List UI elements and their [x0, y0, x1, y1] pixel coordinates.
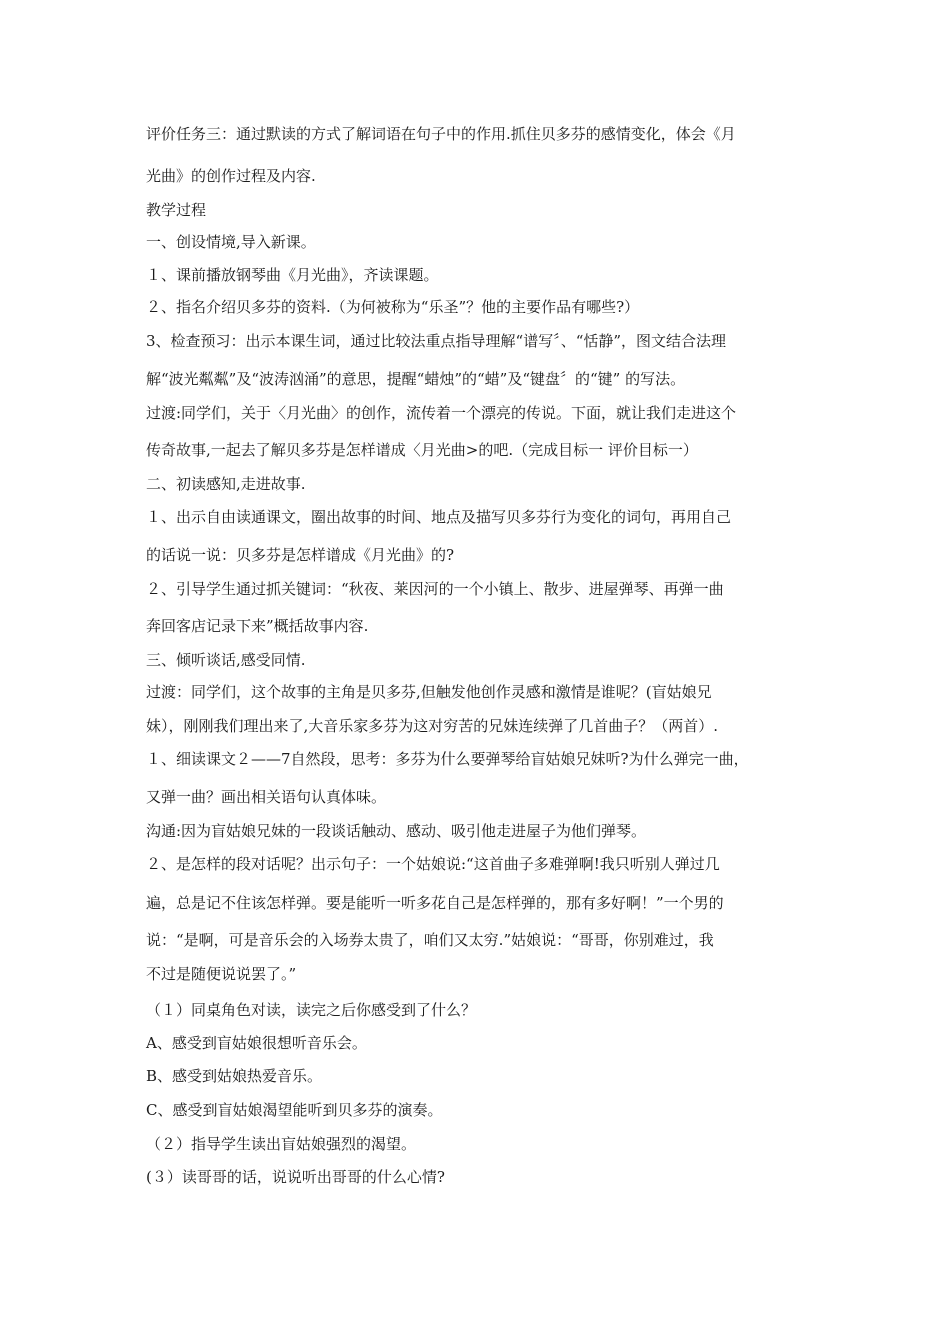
text-line: （１）同桌角色对读，读完之后你感受到了什么？ — [146, 1001, 477, 1019]
text-line: 又弹一曲？画出相关语句认真体味。 — [146, 788, 387, 806]
text-line: ２、指名介绍贝多芬的资料.（为何被称为“乐圣”？他的主要作品有哪些?） — [146, 298, 640, 316]
text-line: （２）指导学生读出盲姑娘强烈的渴望。 — [146, 1135, 417, 1153]
text-line: 遍，总是记不住该怎样弹。要是能听一听多花自己是怎样弹的，那有多好啊！”一个男的 — [146, 894, 724, 912]
text-line: 过渡:同学们，关于〈月光曲〉的创作，流传着一个漂亮的传说。下面，就让我们走进这个 — [146, 404, 737, 422]
text-line: １、出示自由读通课文，圈出故事的时间、地点及描写贝多芬行为变化的词句，再用自己 — [146, 508, 732, 526]
section-heading: 一、创设情境,导入新课。 — [146, 233, 316, 251]
text-line: 光曲》的创作过程及内容. — [146, 167, 316, 185]
text-line: 奔回客店记录下来”概括故事内容. — [146, 617, 369, 635]
text-line: １、课前播放钢琴曲《月光曲》，齐读课题。 — [146, 266, 439, 284]
text-line: １、细读课文２——7自然段，思考：多芬为什么要弹琴给盲姑娘兄妹听?为什么弹完一曲， — [146, 750, 749, 768]
text-line: (３）读哥哥的话，说说听出哥哥的什么心情? — [146, 1168, 445, 1186]
text-line: 的话说一说：贝多芬是怎样谱成《月光曲》的? — [146, 546, 455, 564]
text-line: 妹），刚刚我们理出来了,大音乐家多芬为这对穷苦的兄妹连续弹了几首曲子？（两首）. — [146, 717, 719, 735]
text-line: 传奇故事,一起去了解贝多芬是怎样谱成〈月光曲>的吧.（完成目标一 评价目标一） — [146, 441, 698, 459]
text-line: 解“波光粼粼”及“波涛汹涌”的意思，提醒“蜡烛”的“蜡”及“键盘〞的“键” 的写法。 — [146, 370, 686, 388]
section-heading: 教学过程 — [146, 201, 207, 219]
text-line: ２、是怎样的段对话呢？出示句子：一个姑娘说:“这首曲子多难弹啊!我只听别人弹过几 — [146, 855, 720, 873]
text-line: B、感受到姑娘热爱音乐。 — [146, 1067, 323, 1085]
text-line: 3、检查预习：出示本课生词，通过比较法重点指导理解“谱写〞、“恬静”，图文结合法理 — [146, 332, 727, 350]
text-line: 评价任务三：通过默读的方式了解词语在句子中的作用.抓住贝多芬的感情变化，体会《月 — [146, 125, 736, 143]
text-line: 说：“是啊，可是音乐会的入场券太贵了，咱们又太穷.”姑娘说：“哥哥，你别难过，我 — [146, 931, 714, 949]
section-heading: 三、倾听谈话,感受同情. — [146, 651, 306, 669]
text-line: 沟通:因为盲姑娘兄妹的一段谈话触动、感动、吸引他走进屋子为他们弹琴。 — [146, 822, 647, 840]
text-line: 不过是随便说说罢了。” — [146, 965, 297, 983]
text-line: 过渡：同学们，这个故事的主角是贝多芬,但触发他创作灵感和激情是谁呢？(盲姑娘兄 — [146, 683, 712, 701]
text-line: C、感受到盲姑娘渴望能听到贝多芬的演奏。 — [146, 1101, 443, 1119]
section-heading: 二、初读感知,走进故事. — [146, 475, 306, 493]
text-line: ２、引导学生通过抓关键词：“秋夜、莱因河的一个小镇上、散步、进屋弹琴、再弹一曲 — [146, 580, 724, 598]
text-line: A、感受到盲姑娘很想听音乐会。 — [146, 1034, 367, 1052]
